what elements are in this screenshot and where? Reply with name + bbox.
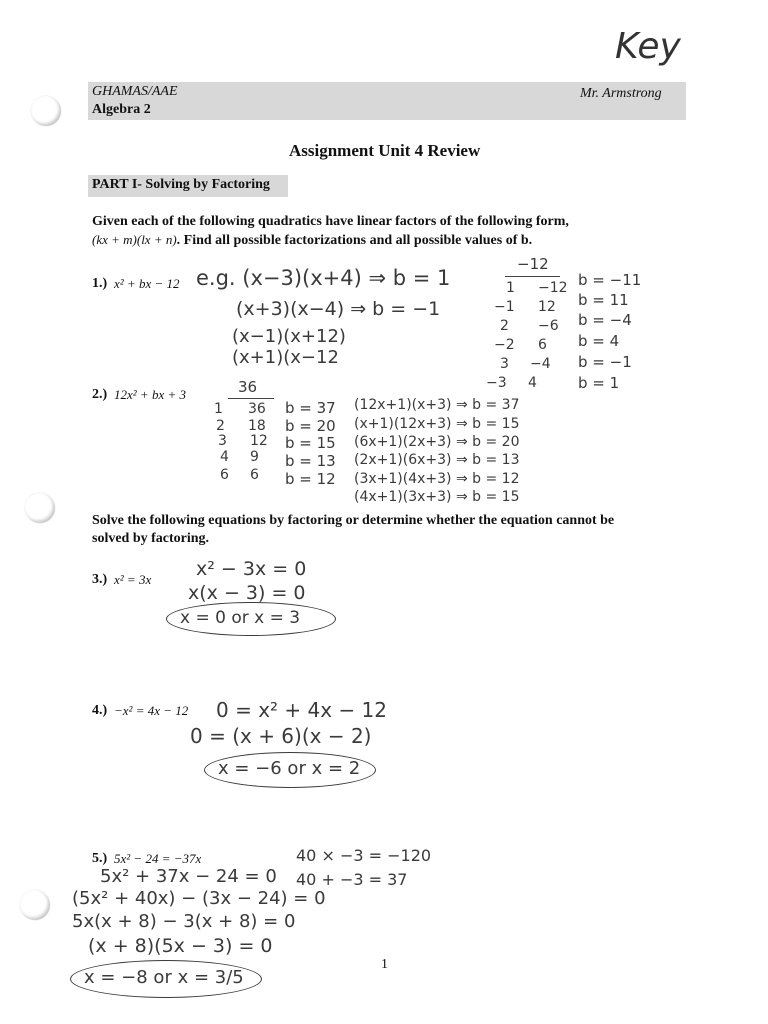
problem-3-work-1: x² − 3x = 0 — [196, 558, 307, 580]
problem-1-work-3: (x−1)(x+12) — [232, 326, 346, 347]
problem-4-label: 4.) — [92, 703, 108, 718]
instructions-2-line2: solved by factoring. — [92, 531, 210, 546]
problem-5-answer: x = −8 or x = 3/5 — [84, 967, 244, 988]
page-title: Assignment Unit 4 Review — [289, 141, 481, 160]
b-value: b = 13 — [285, 452, 336, 470]
course-code: GHAMAS/AAE — [92, 84, 178, 99]
instructions-1-line2 — [92, 232, 532, 249]
problem-1-expr: x² + bx − 12 — [114, 276, 180, 291]
problem-4-work-2: 0 = (x + 6)(x − 2) — [190, 724, 372, 748]
problem-3-answer: x = 0 or x = 3 — [180, 608, 301, 628]
punch-hole-middle — [25, 493, 55, 523]
problem-2-table-rule — [228, 398, 274, 399]
problem-1-table-header: −12 — [517, 255, 549, 273]
b-value: b = 1 — [578, 374, 620, 392]
instructions-2-line1: Solve the following equations by factoring or determine whether the equation cannot be — [92, 513, 615, 528]
b-value: b = −4 — [578, 311, 632, 329]
problem-3-label: 3.) — [92, 572, 108, 587]
teacher-name: Mr. Armstrong — [580, 86, 662, 101]
factorization: (2x+1)(6x+3) ⇒ b = 13 — [354, 452, 520, 468]
problem-3-expr: x² = 3x — [114, 572, 152, 587]
problem-1-work-2: (x+3)(x−4) ⇒ b = −1 — [236, 298, 441, 320]
problem-4-answer: x = −6 or x = 2 — [218, 758, 361, 779]
problem-4-work-1: 0 = x² + 4x − 12 — [216, 698, 388, 722]
b-value: b = 15 — [285, 434, 336, 452]
factorization: (6x+1)(2x+3) ⇒ b = 20 — [354, 434, 520, 450]
problem-5-work-4: (x + 8)(5x − 3) = 0 — [88, 935, 273, 957]
b-value: b = 20 — [285, 417, 336, 435]
problem-2-label: 2.) — [92, 387, 108, 402]
problem-1-label: 1.) — [92, 276, 108, 291]
factor-form: (kx + m)(lx + n) — [92, 232, 177, 247]
punch-hole-top — [31, 96, 61, 126]
b-value: b = 12 — [285, 470, 336, 488]
problem-1-table-rule — [505, 276, 560, 277]
factorization: (3x+1)(4x+3) ⇒ b = 12 — [354, 471, 520, 487]
punch-hole-bottom — [20, 890, 50, 920]
factorization: (12x+1)(x+3) ⇒ b = 37 — [354, 397, 520, 413]
b-value: b = 37 — [285, 399, 336, 417]
problem-5-work-2: (5x² + 40x) − (3x − 24) = 0 — [72, 888, 326, 909]
problem-3-work-2: x(x − 3) = 0 — [188, 582, 306, 604]
problem-5-expr: 5x² − 24 = −37x — [114, 851, 202, 866]
key-mark: Key — [615, 26, 681, 67]
b-value: b = −11 — [578, 271, 642, 289]
problem-4-expr: −x² = 4x − 12 — [114, 703, 189, 718]
problem-1-work-1: e.g. (x−3)(x+4) ⇒ b = 1 — [196, 266, 451, 290]
page-number: 1 — [381, 957, 388, 972]
problem-2-expr: 12x² + bx + 3 — [114, 387, 186, 402]
instructions-1-line1: Given each of the following quadratics have linear factors of the following form, — [92, 214, 569, 229]
problem-2-table-header: 36 — [238, 378, 258, 396]
factorization: (4x+1)(3x+3) ⇒ b = 15 — [354, 489, 520, 505]
problem-5-work-1: 5x² + 37x − 24 = 0 — [100, 866, 277, 887]
instructions-1-rest: . Find all possible factorizations and all possible values of b. — [176, 233, 533, 248]
b-value: b = 4 — [578, 332, 620, 350]
problem-1-work-4: (x+1)(x−12 — [232, 347, 339, 368]
problem-5-side-work-1: 40 × −3 = −120 — [296, 846, 432, 865]
b-value: b = 11 — [578, 291, 629, 309]
problem-5-side-work-2: 40 + −3 = 37 — [296, 870, 408, 889]
problem-5-label: 5.) — [92, 851, 108, 866]
part-heading: PART I- Solving by Factoring — [92, 177, 270, 192]
problem-5-work-3: 5x(x + 8) − 3(x + 8) = 0 — [72, 911, 296, 932]
factorization: (x+1)(12x+3) ⇒ b = 15 — [354, 416, 520, 432]
b-value: b = −1 — [578, 353, 632, 371]
course-name: Algebra 2 — [92, 102, 151, 117]
